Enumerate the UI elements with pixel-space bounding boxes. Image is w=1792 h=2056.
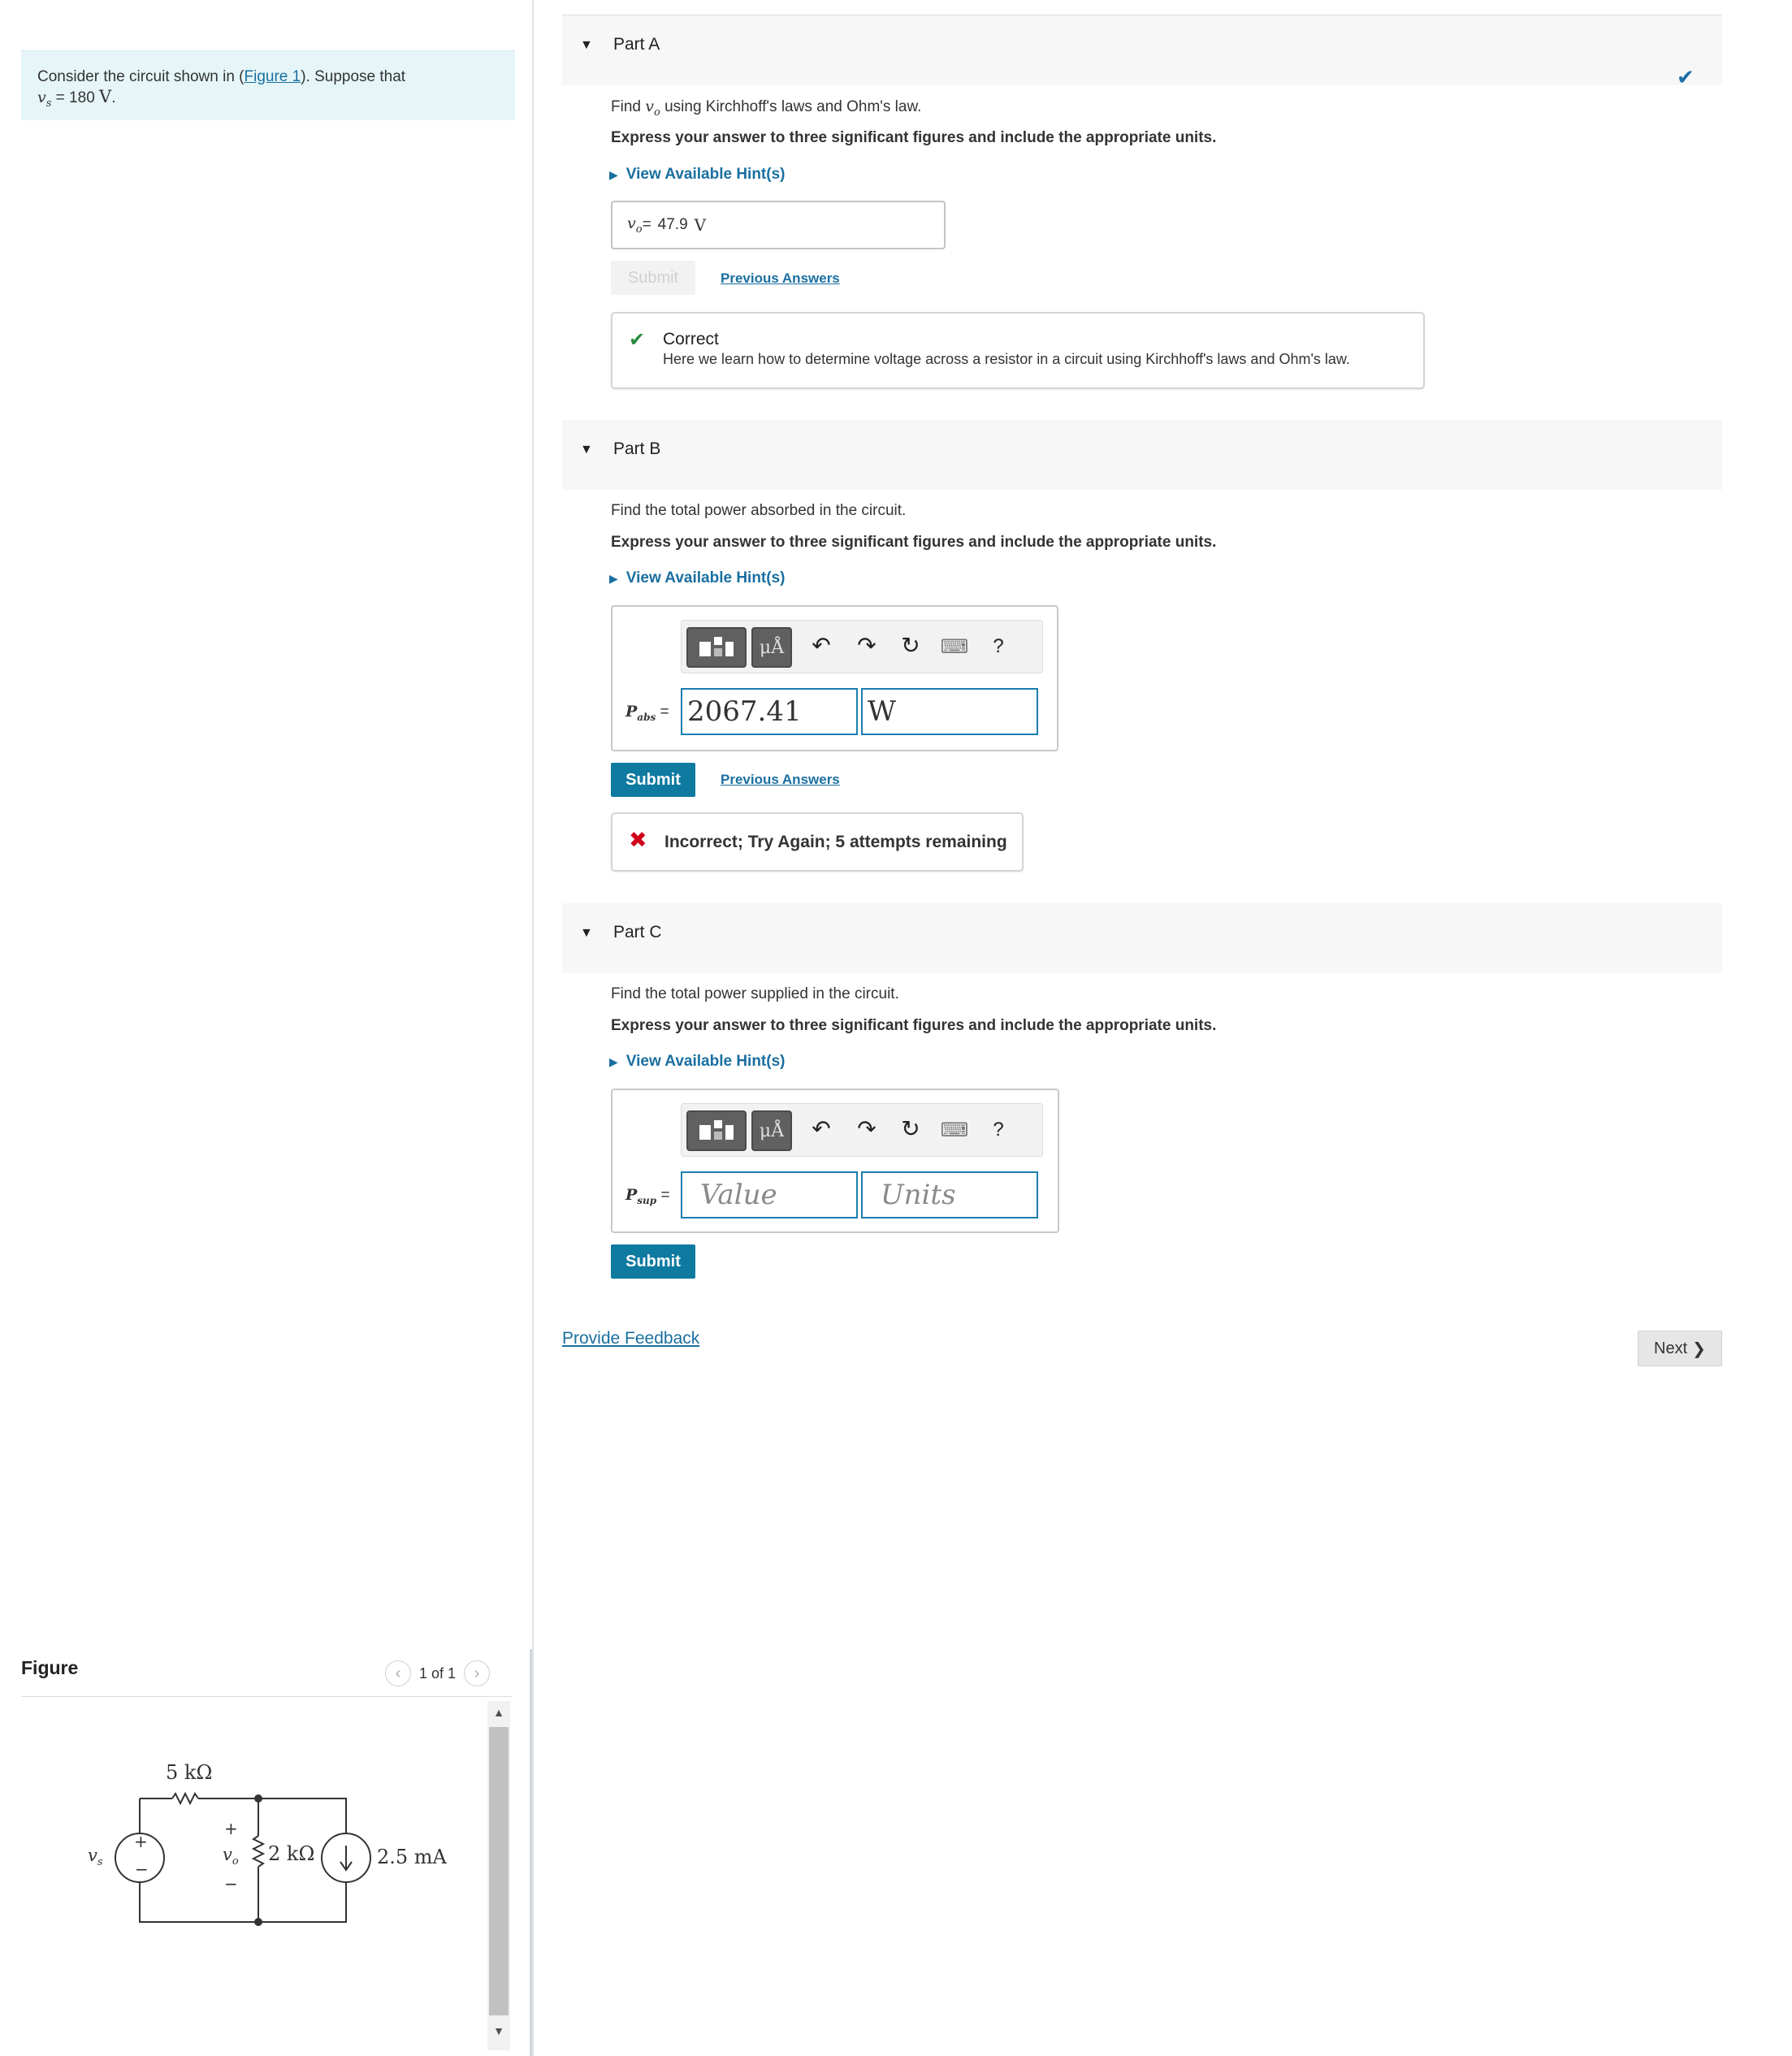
part-a-header[interactable] <box>562 15 1722 85</box>
caret-right-icon: ▶ <box>609 572 618 585</box>
intro-unit: V <box>99 87 112 106</box>
part-b-title: Part B <box>613 439 661 458</box>
part-c-question: Find the total power supplied in the circuit. <box>611 985 899 1002</box>
units-button[interactable] <box>751 627 792 668</box>
math-toolbar <box>681 620 1043 673</box>
part-c-submit-button[interactable]: Submit <box>611 1244 695 1279</box>
node-bottom <box>254 1918 262 1926</box>
part-b-hint-toggle[interactable] <box>609 569 785 587</box>
chevron-left-icon: ‹ <box>395 1664 401 1682</box>
redo-icon[interactable]: ↷ <box>857 633 877 658</box>
problem-intro <box>21 50 515 120</box>
feedback-text: Here we learn how to determine voltage across a resistor in a circuit using Kirchhoff's laws and Ohm's law. <box>663 351 1350 367</box>
intro-equation: = 180 <box>51 89 100 106</box>
keyboard-icon[interactable]: ⌨ <box>940 1119 969 1141</box>
part-b-equation-editor <box>611 605 1058 751</box>
templates-button[interactable] <box>686 627 747 668</box>
r1-label: 5 kΩ <box>166 1761 213 1784</box>
help-icon[interactable]: ? <box>993 1119 1004 1141</box>
caret-right-icon: ▶ <box>609 1055 618 1068</box>
part-a-answer-value: 47.9 <box>657 216 688 233</box>
column-divider-accent <box>530 1649 532 2056</box>
hint-label: View Available Hint(s) <box>625 569 786 587</box>
figure-page-count: 1 of 1 <box>419 1664 457 1682</box>
incorrect-x-icon: ✖ <box>629 828 647 852</box>
reset-icon[interactable]: ↻ <box>901 633 920 658</box>
vo-label: $v_o$ <box>223 1845 239 1868</box>
undo-icon[interactable]: ↶ <box>812 1116 831 1141</box>
part-c-instruction: Express your answer to three significant figures and include the appropriate units. <box>611 1017 1217 1034</box>
part-a-question: Find $v_o$ using Kirchhoff's laws and Ohm's law. <box>611 97 922 119</box>
figure-next-button[interactable] <box>464 1660 490 1686</box>
current-source-label: 2.5 mA <box>377 1846 447 1868</box>
hint-label: View Available Hint(s) <box>625 166 786 183</box>
provide-feedback-link[interactable]: Provide Feedback <box>562 1329 700 1348</box>
part-b-instruction: Express your answer to three significant figures and include the appropriate units. <box>611 534 1217 551</box>
part-b-previous-answers-link[interactable]: Previous Answers <box>721 772 840 787</box>
intro-text: Consider the circuit shown in ( <box>37 68 245 85</box>
part-a-answer-unit: V <box>694 215 707 235</box>
feedback-text: Incorrect; Try Again; 5 attempts remaining <box>664 833 1007 851</box>
undo-icon[interactable]: ↶ <box>812 633 831 658</box>
mu-label: μÅ <box>759 637 785 658</box>
answer-label: $v_o$ <box>627 214 643 236</box>
vo-plus: + <box>224 1819 238 1838</box>
part-a-title: Part A <box>613 35 660 54</box>
part-c-header[interactable] <box>562 903 1722 973</box>
part-b-question: Find the total power absorbed in the circuit. <box>611 502 907 519</box>
feedback-title: Correct <box>663 330 719 348</box>
intro-period: . <box>111 89 116 106</box>
p-sup-value-input[interactable]: Value <box>681 1171 858 1218</box>
figure-title: Figure <box>21 1657 79 1678</box>
figure-prev-button[interactable] <box>385 1660 411 1686</box>
check-icon: ✔ <box>1677 65 1695 89</box>
vs-label: $v_s$ <box>88 1846 103 1868</box>
next-button[interactable] <box>1638 1331 1722 1366</box>
vs-plus: + <box>134 1832 148 1851</box>
templates-icon <box>688 1112 745 1149</box>
p-abs-value-input[interactable]: 2067.41 <box>681 688 858 735</box>
p-sup-label: $P_{sup}$ = <box>625 1186 670 1206</box>
p-abs-unit-input[interactable]: W <box>861 688 1038 735</box>
part-b-submit-button[interactable]: Submit <box>611 763 695 797</box>
part-a-answer-box <box>611 201 946 249</box>
figure-pager <box>385 1660 490 1687</box>
p-sup-unit-input[interactable]: Units <box>861 1171 1038 1218</box>
part-a-feedback <box>611 312 1425 389</box>
keyboard-icon[interactable]: ⌨ <box>940 636 969 658</box>
p-abs-label: $P_{abs}$ = <box>625 703 669 723</box>
part-a-previous-answers-link[interactable]: Previous Answers <box>721 271 840 286</box>
collapse-caret-icon[interactable]: ▼ <box>580 926 593 940</box>
help-icon[interactable]: ? <box>993 635 1004 657</box>
part-a-submit-button: Submit <box>611 261 695 295</box>
circuit-diagram <box>73 1755 455 2023</box>
part-a-instruction: Express your answer to three significant figures and include the appropriate units. <box>611 129 1217 146</box>
vs-minus: − <box>135 1859 149 1879</box>
hint-label: View Available Hint(s) <box>625 1053 786 1070</box>
vs-symbol: $v_s$ <box>37 89 52 110</box>
left-panel <box>0 0 532 2056</box>
figure-scroll-thumb[interactable] <box>489 1727 509 2015</box>
collapse-caret-icon[interactable]: ▼ <box>580 38 593 52</box>
part-b-header[interactable] <box>562 420 1722 490</box>
r2-label: 2 kΩ <box>268 1842 315 1865</box>
part-c-hint-toggle[interactable] <box>609 1053 785 1071</box>
chevron-right-icon: ❯ <box>1692 1340 1706 1358</box>
part-c-equation-editor <box>611 1089 1059 1233</box>
figure-divider <box>21 1696 512 1697</box>
collapse-caret-icon[interactable]: ▼ <box>580 443 593 457</box>
figure-link[interactable]: Figure 1 <box>244 68 301 85</box>
mu-label: μÅ <box>759 1120 785 1141</box>
node-top <box>254 1794 262 1803</box>
reset-icon[interactable]: ↻ <box>901 1116 920 1141</box>
caret-right-icon: ▶ <box>609 168 618 181</box>
answer-equals: = <box>642 216 651 233</box>
chevron-right-icon: › <box>474 1664 480 1682</box>
part-a-hint-toggle[interactable] <box>609 166 785 184</box>
templates-button[interactable] <box>686 1110 747 1151</box>
vo-minus: − <box>224 1874 238 1894</box>
units-button[interactable] <box>751 1110 792 1151</box>
intro-text-suffix: ). Suppose that <box>301 68 406 85</box>
math-toolbar <box>681 1103 1043 1157</box>
part-c-title: Part C <box>613 923 662 941</box>
templates-icon <box>688 629 745 666</box>
scroll-down-icon[interactable]: ▼ <box>493 2024 504 2037</box>
scroll-up-icon[interactable]: ▲ <box>493 1706 504 1719</box>
correct-check-icon: ✔ <box>629 329 646 351</box>
next-label: Next <box>1654 1339 1688 1357</box>
redo-icon[interactable]: ↷ <box>857 1116 877 1141</box>
column-divider <box>532 0 534 2056</box>
part-b-feedback <box>611 812 1024 872</box>
